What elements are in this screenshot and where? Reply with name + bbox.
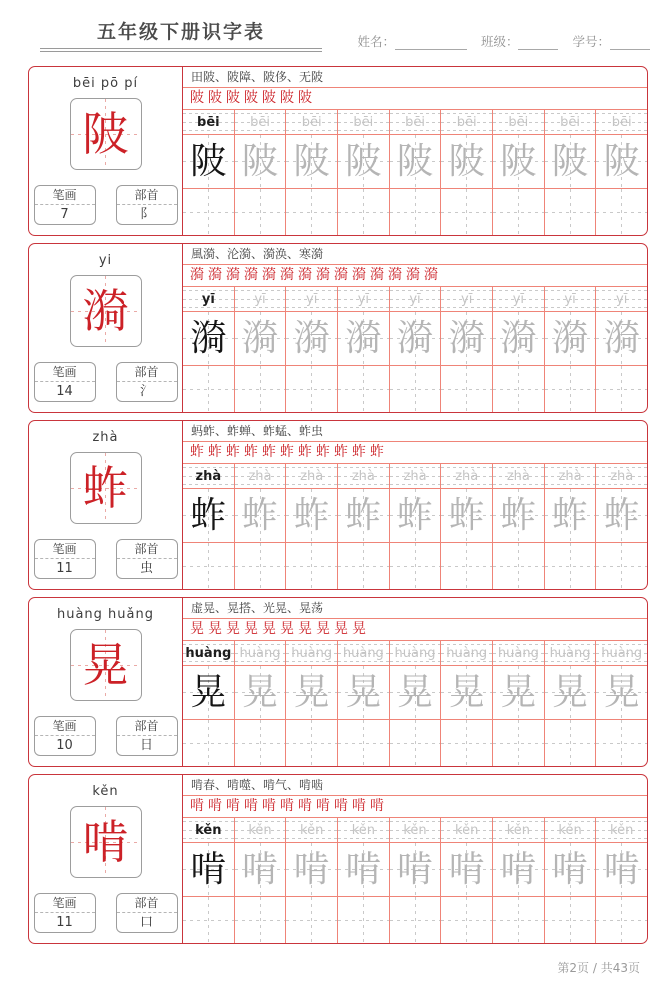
pinyin-practice-cell: bēi [235, 110, 287, 134]
empty-practice-row [183, 543, 647, 589]
info-row [34, 185, 178, 225]
stroke-step-glyph: 蚱 [226, 444, 240, 460]
char-practice-cell: 漪 [338, 312, 390, 365]
stroke-step-glyph: 啃 [208, 798, 222, 814]
empty-practice-cell [235, 543, 287, 589]
empty-practice-cell [183, 720, 235, 766]
stroke-order-row [183, 442, 647, 464]
pinyin-practice-cell: kěn [493, 818, 545, 842]
char-practice-cell: 漪 [183, 312, 235, 365]
character-info-panel [29, 598, 183, 766]
char-practice-cell: 陂 [235, 135, 287, 188]
char-practice-cell: 陂 [183, 135, 235, 188]
radical-value: 虫 [139, 561, 153, 576]
char-practice-cell: 陂 [545, 135, 597, 188]
student-id-label: 学号： [572, 34, 610, 49]
char-practice-cell: 陂 [493, 135, 545, 188]
empty-practice-cell [235, 189, 287, 235]
character-practice-row [183, 312, 647, 366]
char-practice-cell: 蚱 [441, 489, 493, 542]
practice-panel [183, 421, 647, 589]
info-row [34, 893, 178, 933]
class-label: 班级： [480, 34, 519, 49]
character-practice-row [183, 135, 647, 189]
stroke-step-glyph: 蚱 [316, 444, 330, 460]
class-field [481, 32, 559, 50]
char-practice-cell: 蚱 [596, 489, 647, 542]
pinyin-practice-cell: zhà [493, 464, 545, 488]
stroke-step-glyph: 啃 [352, 798, 366, 814]
stroke-step-glyph: 啃 [244, 798, 258, 814]
stroke-step-glyph: 啃 [190, 798, 204, 814]
stroke-count-label: 笔画 [35, 894, 95, 913]
empty-practice-cell [286, 720, 338, 766]
empty-practice-cell [493, 366, 545, 412]
stroke-step-glyph: 漪 [316, 267, 330, 283]
stroke-step-glyph: 漪 [352, 267, 366, 283]
stroke-step-glyph: 蚱 [298, 444, 312, 460]
empty-practice-cell [390, 720, 442, 766]
stroke-step-glyph: 啃 [316, 798, 330, 814]
stroke-step-glyph: 漪 [370, 267, 384, 283]
pinyin-practice-cell: bēi [545, 110, 597, 134]
char-practice-cell: 啃 [596, 843, 647, 896]
pinyin-practice-cell: kěn [286, 818, 338, 842]
stroke-step-glyph: 晃 [280, 621, 294, 637]
char-practice-cell: 晃 [441, 666, 493, 719]
stroke-count-value: 10 [56, 738, 73, 753]
stroke-step-glyph: 蚱 [208, 444, 222, 460]
empty-practice-cell [338, 366, 390, 412]
main-character-box [70, 98, 142, 170]
empty-practice-cell [338, 543, 390, 589]
empty-practice-cell [286, 543, 338, 589]
stroke-step-glyph: 晃 [334, 621, 348, 637]
stroke-step-glyph: 漪 [244, 267, 258, 283]
empty-practice-cell [286, 189, 338, 235]
char-practice-cell: 陂 [596, 135, 647, 188]
stroke-step-glyph: 陂 [208, 90, 222, 106]
stroke-step-glyph: 陂 [244, 90, 258, 106]
pinyin-practice-cell: bēi [441, 110, 493, 134]
empty-practice-cell [390, 897, 442, 943]
pinyin-practice-cell: bēi [338, 110, 390, 134]
radical-value: 阝 [139, 207, 153, 222]
radical-box [116, 185, 178, 225]
char-practice-cell: 晃 [545, 666, 597, 719]
radical-label: 部首 [117, 717, 177, 736]
empty-practice-cell [390, 543, 442, 589]
empty-practice-cell [493, 897, 545, 943]
empty-practice-cell [183, 366, 235, 412]
empty-practice-cell [493, 189, 545, 235]
char-practice-cell: 蚱 [286, 489, 338, 542]
stroke-step-glyph: 蚱 [334, 444, 348, 460]
stroke-count-value: 7 [60, 207, 69, 222]
empty-practice-cell [338, 897, 390, 943]
pinyin-practice-cell: kěn [441, 818, 493, 842]
radical-value: 日 [139, 738, 153, 753]
practice-panel [183, 598, 647, 766]
pinyin-practice-row [183, 110, 647, 135]
pinyin-practice-cell: zhà [596, 464, 647, 488]
empty-practice-row [183, 366, 647, 412]
empty-practice-cell [183, 543, 235, 589]
pinyin-readings: kěn [92, 784, 119, 799]
main-character: 漪 [82, 284, 129, 338]
stroke-step-glyph: 啃 [262, 798, 276, 814]
stroke-step-glyph: 蚱 [244, 444, 258, 460]
pinyin-practice-cell: kěn [596, 818, 647, 842]
stroke-count-label: 笔画 [35, 363, 95, 382]
stroke-count-box [34, 716, 96, 756]
char-practice-cell: 蚱 [338, 489, 390, 542]
char-practice-cell: 陂 [441, 135, 493, 188]
empty-practice-cell [390, 366, 442, 412]
example-words: 風漪、沦漪、漪涣、寒漪 [183, 244, 647, 265]
stroke-count-box [34, 362, 96, 402]
empty-practice-cell [235, 720, 287, 766]
stroke-step-glyph: 漪 [334, 267, 348, 283]
pinyin-practice-row [183, 818, 647, 843]
pinyin-practice-cell: zhà [390, 464, 442, 488]
char-practice-cell: 漪 [235, 312, 287, 365]
char-practice-cell: 啃 [338, 843, 390, 896]
empty-practice-cell [596, 543, 647, 589]
stroke-step-glyph: 蚱 [262, 444, 276, 460]
stroke-order-row [183, 619, 647, 641]
stroke-order-row [183, 796, 647, 818]
stroke-step-glyph: 晃 [244, 621, 258, 637]
char-practice-cell: 晃 [235, 666, 287, 719]
pinyin-practice-cell: huàng [390, 641, 442, 665]
pinyin-practice-cell: yī [545, 287, 597, 311]
pinyin-practice-cell: yī [183, 287, 235, 311]
pinyin-practice-cell: bēi [183, 110, 235, 134]
char-practice-cell: 漪 [441, 312, 493, 365]
pinyin-practice-cell: huàng [286, 641, 338, 665]
pinyin-practice-cell: yī [493, 287, 545, 311]
char-practice-cell: 啃 [235, 843, 287, 896]
main-character-box [70, 806, 142, 878]
pinyin-practice-cell: yī [390, 287, 442, 311]
char-practice-cell: 陂 [286, 135, 338, 188]
title-wrap [40, 17, 322, 52]
empty-practice-cell [545, 720, 597, 766]
pinyin-practice-cell: huàng [545, 641, 597, 665]
char-practice-cell: 晃 [286, 666, 338, 719]
pinyin-practice-cell: yī [441, 287, 493, 311]
character-practice-row [183, 489, 647, 543]
pinyin-practice-row [183, 464, 647, 489]
char-practice-cell: 蚱 [183, 489, 235, 542]
empty-practice-cell [338, 189, 390, 235]
radical-box [116, 539, 178, 579]
empty-practice-cell [596, 897, 647, 943]
radical-label: 部首 [117, 894, 177, 913]
pinyin-practice-cell: bēi [596, 110, 647, 134]
pinyin-practice-cell: yī [596, 287, 647, 311]
pinyin-practice-row [183, 287, 647, 312]
stroke-step-glyph: 陂 [280, 90, 294, 106]
pinyin-practice-cell: kěn [183, 818, 235, 842]
practice-panel [183, 244, 647, 412]
char-practice-cell: 啃 [493, 843, 545, 896]
stroke-step-glyph: 陂 [226, 90, 240, 106]
main-character-box [70, 275, 142, 347]
radical-label: 部首 [117, 186, 177, 205]
main-character-box [70, 452, 142, 524]
class-blank-line [518, 36, 558, 50]
info-row [34, 716, 178, 756]
empty-practice-cell [183, 897, 235, 943]
pinyin-practice-cell: huàng [338, 641, 390, 665]
pinyin-practice-cell: zhà [338, 464, 390, 488]
stroke-step-glyph: 晃 [316, 621, 330, 637]
empty-practice-cell [493, 720, 545, 766]
empty-practice-cell [441, 189, 493, 235]
stroke-count-value: 11 [56, 915, 73, 930]
empty-practice-cell [596, 189, 647, 235]
radical-label: 部首 [117, 363, 177, 382]
empty-practice-row [183, 897, 647, 943]
pinyin-practice-cell: kěn [338, 818, 390, 842]
radical-box [116, 362, 178, 402]
char-practice-cell: 啃 [390, 843, 442, 896]
stroke-step-glyph: 漪 [226, 267, 240, 283]
pinyin-practice-cell: zhà [183, 464, 235, 488]
empty-practice-cell [441, 897, 493, 943]
example-words: 啃春、啃噬、啃气、啃啮 [183, 775, 647, 796]
page-header [28, 20, 650, 52]
empty-practice-cell [235, 897, 287, 943]
stroke-step-glyph: 啃 [226, 798, 240, 814]
char-practice-cell: 晃 [596, 666, 647, 719]
char-practice-cell: 啃 [183, 843, 235, 896]
empty-practice-cell [183, 189, 235, 235]
char-practice-cell: 漪 [545, 312, 597, 365]
radical-value: 氵 [139, 384, 153, 399]
empty-practice-cell [286, 366, 338, 412]
char-practice-cell: 蚱 [545, 489, 597, 542]
stroke-step-glyph: 晃 [262, 621, 276, 637]
radical-label: 部首 [117, 540, 177, 559]
stroke-step-glyph: 蚱 [280, 444, 294, 460]
char-practice-cell: 漪 [596, 312, 647, 365]
radical-box [116, 893, 178, 933]
stroke-step-glyph: 漪 [298, 267, 312, 283]
pinyin-practice-cell: huàng [441, 641, 493, 665]
stroke-step-glyph: 蚱 [370, 444, 384, 460]
pinyin-readings: yi [98, 253, 113, 268]
practice-panel [183, 775, 647, 943]
pinyin-practice-cell: kěn [390, 818, 442, 842]
character-info-panel [29, 244, 183, 412]
stroke-step-glyph: 漪 [190, 267, 204, 283]
pinyin-practice-cell: kěn [235, 818, 287, 842]
char-practice-cell: 蚱 [493, 489, 545, 542]
student-id-blank-line [610, 36, 650, 50]
pinyin-practice-cell: huàng [493, 641, 545, 665]
char-practice-cell: 晃 [493, 666, 545, 719]
example-words: 虚晃、晃搭、光晃、晃荡 [183, 598, 647, 619]
main-character: 啃 [82, 815, 129, 869]
name-blank-line [395, 36, 467, 50]
char-practice-cell: 啃 [441, 843, 493, 896]
stroke-order-row [183, 88, 647, 110]
empty-practice-cell [596, 720, 647, 766]
stroke-count-value: 14 [56, 384, 73, 399]
stroke-step-glyph: 漪 [406, 267, 420, 283]
header-fields [322, 32, 650, 52]
main-character-box [70, 629, 142, 701]
char-practice-cell: 陂 [338, 135, 390, 188]
pinyin-practice-cell: yī [338, 287, 390, 311]
char-practice-cell: 啃 [286, 843, 338, 896]
pinyin-practice-cell: zhà [545, 464, 597, 488]
info-row [34, 362, 178, 402]
info-row [34, 539, 178, 579]
page-number: 第2页 / 共43页 [557, 961, 640, 975]
pinyin-practice-cell: kěn [545, 818, 597, 842]
stroke-step-glyph: 蚱 [352, 444, 366, 460]
empty-practice-cell [493, 543, 545, 589]
stroke-step-glyph: 漪 [424, 267, 438, 283]
character-block-yi [28, 243, 648, 413]
character-practice-row [183, 843, 647, 897]
page-title: 五年级下册识字表 [96, 21, 265, 43]
stroke-step-glyph: 陂 [298, 90, 312, 106]
radical-value: 口 [139, 915, 153, 930]
char-practice-cell: 蚱 [390, 489, 442, 542]
title-underline [40, 48, 322, 52]
pinyin-practice-cell: zhà [286, 464, 338, 488]
stroke-step-glyph: 晃 [226, 621, 240, 637]
stroke-count-box [34, 185, 96, 225]
char-practice-cell: 晃 [183, 666, 235, 719]
pinyin-practice-cell: huàng [235, 641, 287, 665]
char-practice-cell: 啃 [545, 843, 597, 896]
empty-practice-cell [286, 897, 338, 943]
main-character: 陂 [82, 107, 129, 161]
stroke-step-glyph: 晃 [190, 621, 204, 637]
pinyin-practice-cell: yī [235, 287, 287, 311]
pinyin-practice-cell: bēi [493, 110, 545, 134]
pinyin-practice-cell: huàng [183, 641, 235, 665]
main-character: 晃 [82, 638, 129, 692]
stroke-step-glyph: 陂 [262, 90, 276, 106]
stroke-step-glyph: 晃 [208, 621, 222, 637]
character-info-panel [29, 67, 183, 235]
pinyin-practice-cell: zhà [441, 464, 493, 488]
char-practice-cell: 漪 [493, 312, 545, 365]
stroke-step-glyph: 漪 [208, 267, 222, 283]
pinyin-practice-cell: zhà [235, 464, 287, 488]
empty-practice-cell [390, 189, 442, 235]
pinyin-readings: huàng huǎng [56, 607, 154, 622]
empty-practice-cell [545, 897, 597, 943]
empty-practice-cell [545, 543, 597, 589]
pinyin-practice-cell: huàng [596, 641, 647, 665]
character-practice-row [183, 666, 647, 720]
stroke-step-glyph: 漪 [388, 267, 402, 283]
main-character: 蚱 [82, 461, 129, 515]
pinyin-readings: bēi pō pí [72, 76, 139, 91]
stroke-count-label: 笔画 [35, 717, 95, 736]
pinyin-practice-cell: bēi [390, 110, 442, 134]
empty-practice-row [183, 720, 647, 766]
char-practice-cell: 陂 [390, 135, 442, 188]
stroke-count-box [34, 893, 96, 933]
char-practice-cell: 晃 [390, 666, 442, 719]
empty-practice-cell [441, 366, 493, 412]
character-block-ken [28, 774, 648, 944]
stroke-step-glyph: 漪 [262, 267, 276, 283]
stroke-step-glyph: 啃 [370, 798, 384, 814]
stroke-count-box [34, 539, 96, 579]
pinyin-practice-cell: yī [286, 287, 338, 311]
character-block-zha [28, 420, 648, 590]
name-label: 姓名： [357, 34, 395, 49]
char-practice-cell: 漪 [286, 312, 338, 365]
char-practice-cell: 晃 [338, 666, 390, 719]
character-info-panel [29, 421, 183, 589]
pinyin-practice-row [183, 641, 647, 666]
practice-panel [183, 67, 647, 235]
pinyin-readings: zhà [92, 430, 119, 445]
stroke-step-glyph: 晃 [298, 621, 312, 637]
empty-practice-cell [545, 366, 597, 412]
stroke-step-glyph: 啃 [280, 798, 294, 814]
empty-practice-cell [338, 720, 390, 766]
char-practice-cell: 蚱 [235, 489, 287, 542]
character-block-huang [28, 597, 648, 767]
example-words: 蚂蚱、蚱蝉、蚱蜢、蚱虫 [183, 421, 647, 442]
empty-practice-row [183, 189, 647, 235]
empty-practice-cell [235, 366, 287, 412]
character-info-panel [29, 775, 183, 943]
stroke-count-value: 11 [56, 561, 73, 576]
stroke-step-glyph: 蚱 [190, 444, 204, 460]
empty-practice-cell [441, 543, 493, 589]
stroke-count-label: 笔画 [35, 540, 95, 559]
stroke-step-glyph: 晃 [352, 621, 366, 637]
example-words: 田陂、陂障、陂侈、无陂 [183, 67, 647, 88]
pinyin-practice-cell: bēi [286, 110, 338, 134]
character-block-bei [28, 66, 648, 236]
radical-box [116, 716, 178, 756]
stroke-step-glyph: 漪 [280, 267, 294, 283]
stroke-step-glyph: 陂 [190, 90, 204, 106]
char-practice-cell: 漪 [390, 312, 442, 365]
empty-practice-cell [596, 366, 647, 412]
stroke-count-label: 笔画 [35, 186, 95, 205]
stroke-order-row [183, 265, 647, 287]
empty-practice-cell [545, 189, 597, 235]
empty-practice-cell [441, 720, 493, 766]
name-field [357, 32, 467, 50]
student-id-field [572, 32, 650, 50]
stroke-step-glyph: 啃 [334, 798, 348, 814]
stroke-step-glyph: 啃 [298, 798, 312, 814]
